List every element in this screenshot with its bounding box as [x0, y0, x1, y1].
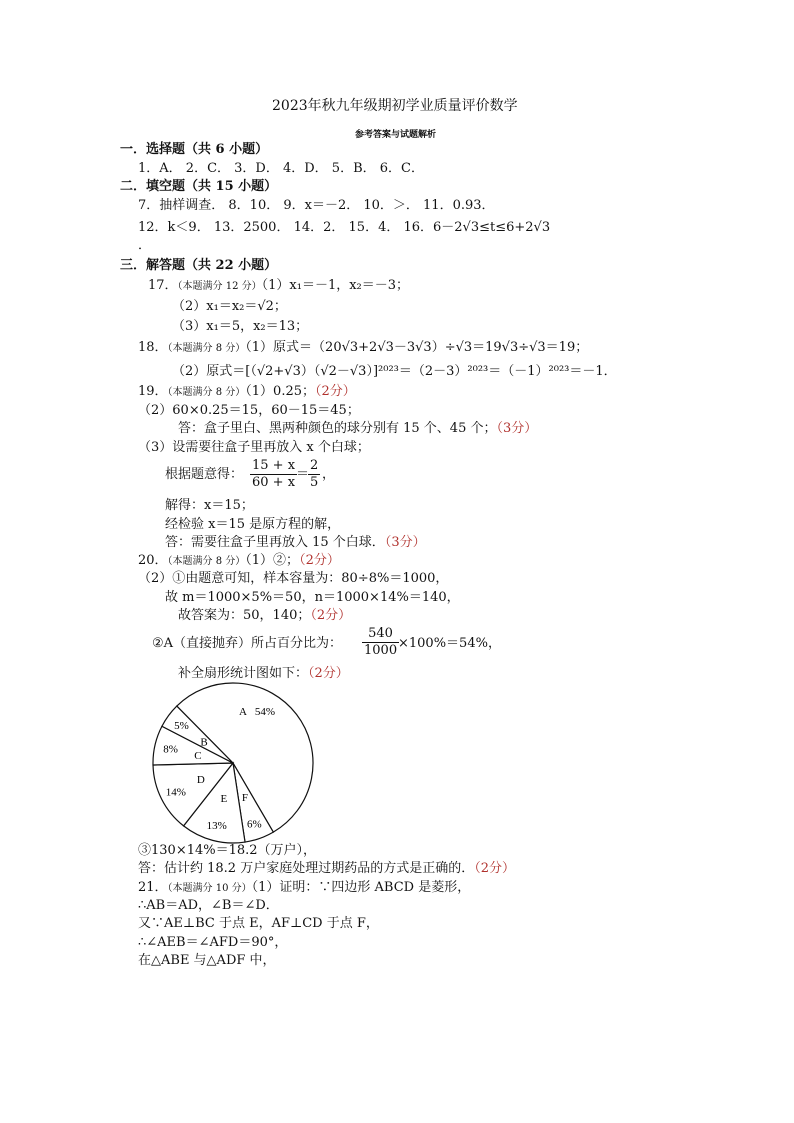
q20-answer-2b: 故 m＝1000×5%＝50，n＝1000×14%＝140， [165, 590, 460, 605]
q19-fraction-2-den: 5 [310, 475, 319, 490]
pie-percent-C: 8% [163, 743, 178, 756]
q19-answer-text: 答：盒子里白、黑两种颜色的球分别有 15 个、45 个； [178, 421, 497, 436]
pie-category-D: D [196, 774, 205, 787]
q19-final-text: 答：需要往盒子里再放入 15 个白球． [165, 535, 385, 550]
q20-score-2: （2分） [310, 608, 352, 623]
page-title: 2023年秋九年级期初学业质量评价数学 [272, 98, 518, 114]
q17-line1: 17．（本题满分 12 分）（1）x₁＝－1，x₂＝－3； [148, 278, 410, 293]
q19-fraction-2 [308, 458, 320, 491]
q20-final-line [138, 861, 515, 877]
choice-answers: 1．A． 2．C． 3．D． 4．D． 5．B． 6．C． [138, 161, 424, 176]
q21-line1: 21．（本题满分 10 分）（1）证明：∵四边形 ABCD 是菱形， [138, 880, 471, 895]
q19-answer-2: （2）60×0.25＝15，60－15＝45； [138, 403, 360, 418]
pie-percent-E: 13% [206, 819, 227, 832]
q17-answer-1: （1）x₁＝－1，x₂＝－3； [261, 278, 410, 293]
pie-category-C: C [194, 749, 202, 762]
q19-check: 经检验 x＝15 是原方程的解， [165, 517, 341, 532]
q19-answer-3: （3）设需要往盒子里再放入 x 个白球； [138, 440, 370, 455]
q19-solve: 解得：x＝15； [165, 498, 254, 513]
q19-fraction-1-den: 60 + x [252, 475, 296, 490]
pie-category-F: F [241, 791, 249, 804]
q18-line1: 18．（本题满分 8 分）（1）原式＝（20√3+2√3－3√3）÷√3＝19√3÷√3＝19； [138, 340, 589, 355]
q19-answer-line [178, 421, 537, 437]
q19-score-3: （3分） [384, 535, 426, 550]
fill-answers-row1: 7．抽样调查． 8．10． 9．x＝－2． 10．＞． 11．0.93． [138, 198, 495, 213]
pie-category-B: B [200, 736, 208, 749]
pie-category-A: A [239, 706, 247, 718]
q19-fraction-2-num: 2 [310, 458, 319, 473]
q20-percent-end: ×100%＝54%， [398, 636, 501, 651]
q20-score-4: （2分） [474, 861, 515, 876]
q21-answer-2: ∴AB＝AD，∠B＝∠D． [138, 898, 279, 913]
q21-answer-5: 在△ABE 与△ADF 中， [138, 953, 276, 968]
q19-answer-1: （1）0.25； [245, 384, 315, 399]
pie-percent-B: 5% [174, 720, 189, 733]
section-fill-heading: 二．填空题（共 15 小题） [120, 179, 278, 194]
pie-percent-F: 6% [246, 818, 262, 831]
q20-fraction [362, 626, 399, 659]
q18-answer-1: （1）原式＝（20√3+2√3－3√3）÷√3＝19√3÷√3＝19； [245, 340, 589, 355]
q19-equation-end: ， [322, 467, 336, 482]
q19-score-tag: （本题满分 8 分） [167, 387, 246, 398]
q21-score-tag: （本题满分 10 分） [167, 883, 252, 894]
pie-percent-A: 54% [254, 706, 276, 718]
q17-answer-3: （3）x₁＝5，x₂＝13； [172, 319, 309, 334]
pie-percent-D: 14% [165, 786, 186, 799]
q19-equation-label: 根据题意得： [165, 467, 244, 482]
pie-category-E: E [220, 792, 228, 805]
q20-fraction-num: 540 [362, 626, 399, 643]
q20-final-text: 答：估计约 18.2 万户家庭处理过期药品的方式是正确的． [138, 861, 475, 876]
q20-pie-label: 补全扇形统计图如下： [178, 666, 309, 681]
pie-chart [140, 670, 330, 860]
q18-score-tag: （本题满分 8 分） [167, 343, 246, 354]
q20-fraction-den: 1000 [364, 643, 398, 658]
q19-fraction-1-num: 15 + x [252, 458, 296, 473]
page-subtitle: 参考答案与试题解析 [355, 130, 437, 140]
q19-score-2: （3分） [496, 421, 538, 436]
q18-answer-2: （2）原式＝[（√2+√3）（√2－√3）]²⁰²³＝（2－3）²⁰²³＝（－1）²⁰²³＝－1． [172, 364, 617, 379]
fill-answers-row2-dot: ． [138, 238, 152, 253]
q17-score-tag: （本题满分 12 分） [177, 281, 262, 292]
q21-answer-1: （1）证明：∵四边形 ABCD 是菱形， [251, 880, 471, 895]
section-solve-heading: 三．解答题（共 22 小题） [120, 258, 278, 273]
q20-score-tag: （本题满分 8 分） [167, 556, 246, 567]
q20-score-3: （2分） [308, 666, 349, 681]
q20-answer-2c: 故答案为：50，140； [178, 608, 311, 623]
q20-answer-3: ③130×14%＝18.2（万户）， [138, 843, 317, 858]
q19-line1: 19．（本题满分 8 分）（1）0.25；（2分） [138, 384, 356, 399]
q19-final-line [165, 535, 426, 551]
q20-percent-label: ②A（直接抛弃）所占百分比为： [152, 636, 343, 651]
q19-fraction-1 [250, 458, 297, 491]
q20-answer-2c-line [178, 608, 351, 624]
q20-line1: 20．（本题满分 8 分）（1）②；（2分） [138, 553, 340, 568]
q20-answer-1: （1）②； [245, 553, 300, 568]
q19-score-1: （2分） [315, 384, 356, 399]
q17-answer-2: （2）x₁＝x₂＝√2； [172, 299, 287, 314]
q20-score-1: （2分） [299, 553, 340, 568]
q21-answer-4: ∴∠AEB＝∠AFD＝90°， [138, 935, 288, 950]
section-choice-heading: 一．选择题（共 6 小题） [120, 142, 269, 157]
q20-answer-2: （2）①由题意可知，样本容量为：80÷8%＝1000， [138, 571, 449, 586]
q19-equals: ＝ [296, 467, 310, 482]
fill-answers-row2: 12．k＜9． 13．2500． 14．2． 15．4． 16．6－2√3≤t≤6+2√3 [138, 220, 551, 235]
q21-answer-3: 又∵AE⊥BC 于点 E，AF⊥CD 于点 F， [138, 916, 379, 931]
